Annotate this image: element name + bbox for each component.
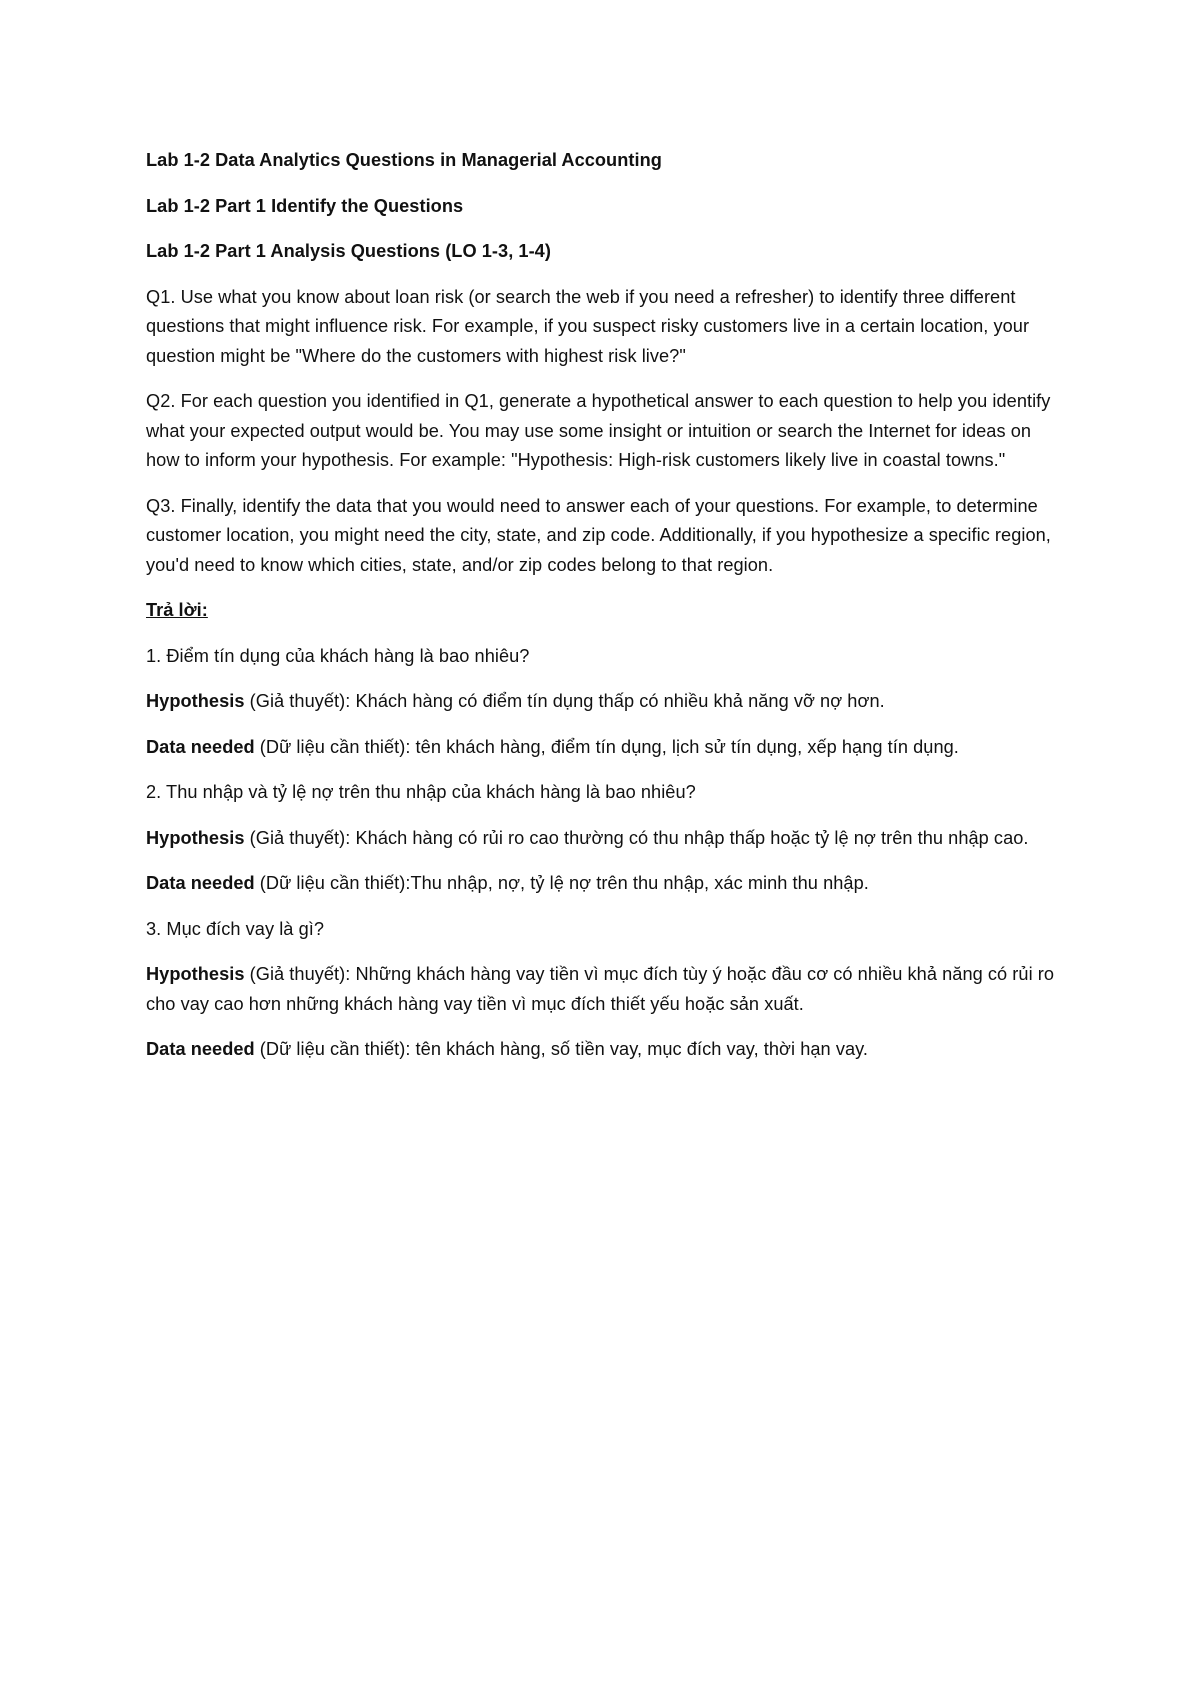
part-heading: Lab 1-2 Part 1 Identify the Questions [146,195,464,216]
answer-1-hypothesis [146,687,1066,717]
data-needed-text: (Dữ liệu cần thiết): tên khách hàng, số tiền vay, mục đích vay, thời hạn vay. [254,1039,869,1059]
question-q2: Q2. For each question you identified in Q1, generate a hypothetical answer to each question to help you identify what your expected output would be. You may use some insight or intuition or search the Internet for ideas on how to inform your hypothesis. For example: "Hypothesis: High-risk customers likely live in coastal towns." [146,391,1051,470]
answer-1-question: 1. Điểm tín dụng của khách hàng là bao nhiêu? [146,645,530,666]
data-needed-text: (Dữ liệu cần thiết):Thu nhập, nợ, tỷ lệ nợ trên thu nhập, xác minh thu nhập. [254,873,869,893]
answer-3-data-needed [146,1035,1066,1065]
answer-label: Trả lời: [146,600,208,620]
answer-2-data-needed [146,869,1066,899]
hypothesis-label: Hypothesis [146,964,245,984]
answer-section-label [146,596,1066,626]
data-needed-label: Data needed [146,736,255,757]
question-q3: Q3. Finally, identify the data that you would need to answer each of your questions. For example, to determine customer location, you might need the city, state, and zip code. Additionally, if you hypothesize a specific region, you'd need to know which cities, state, and/or zip codes belong to that region. [146,495,1051,575]
data-needed-text: (Dữ liệu cần thiết): tên khách hàng, điểm tín dụng, lịch sử tín dụng, xếp hạng tín dụng. [254,736,959,757]
hypothesis-text: (Giả thuyết): Khách hàng có điểm tín dụng thấp có nhiều khả năng vỡ nợ hơn. [244,691,885,711]
hypothesis-label: Hypothesis [146,691,245,711]
data-needed-label: Data needed [146,873,255,893]
answer-2-question: 2. Thu nhập và tỷ lệ nợ trên thu nhập của khách hàng là bao nhiêu? [146,782,696,802]
hypothesis-text: (Giả thuyết): Khách hàng có rủi ro cao thường có thu nhập thấp hoặc tỷ lệ nợ trên thu nhập cao. [244,827,1029,848]
answer-3-question: 3. Mục đích vay là gì? [146,918,325,939]
hypothesis-text: (Giả thuyết): Những khách hàng vay tiền vì mục đích tùy ý hoặc đầu cơ có nhiều khả năng có rủi ro cho vay cao hơn những khách hàng vay tiền vì mục đích thiết yếu hoặc sản xuất. [146,964,1055,1014]
analysis-questions-heading: Lab 1-2 Part 1 Analysis Questions (LO 1-3, 1-4) [146,241,551,261]
question-q1: Q1. Use what you know about loan risk (or search the web if you need a refresher) to identify three different questions that might influence risk. For example, if you suspect risky customers live in a certain location, your question might be "Where do the customers with highest risk live?" [146,286,1030,366]
answer-1-data-needed [146,733,1066,763]
data-needed-label: Data needed [146,1039,255,1059]
hypothesis-label: Hypothesis [146,827,245,848]
answer-3-hypothesis [146,960,1066,1019]
answer-2-hypothesis [146,824,1066,854]
document-title: Lab 1-2 Data Analytics Questions in Managerial Accounting [146,150,662,170]
document-body [146,146,1066,1081]
